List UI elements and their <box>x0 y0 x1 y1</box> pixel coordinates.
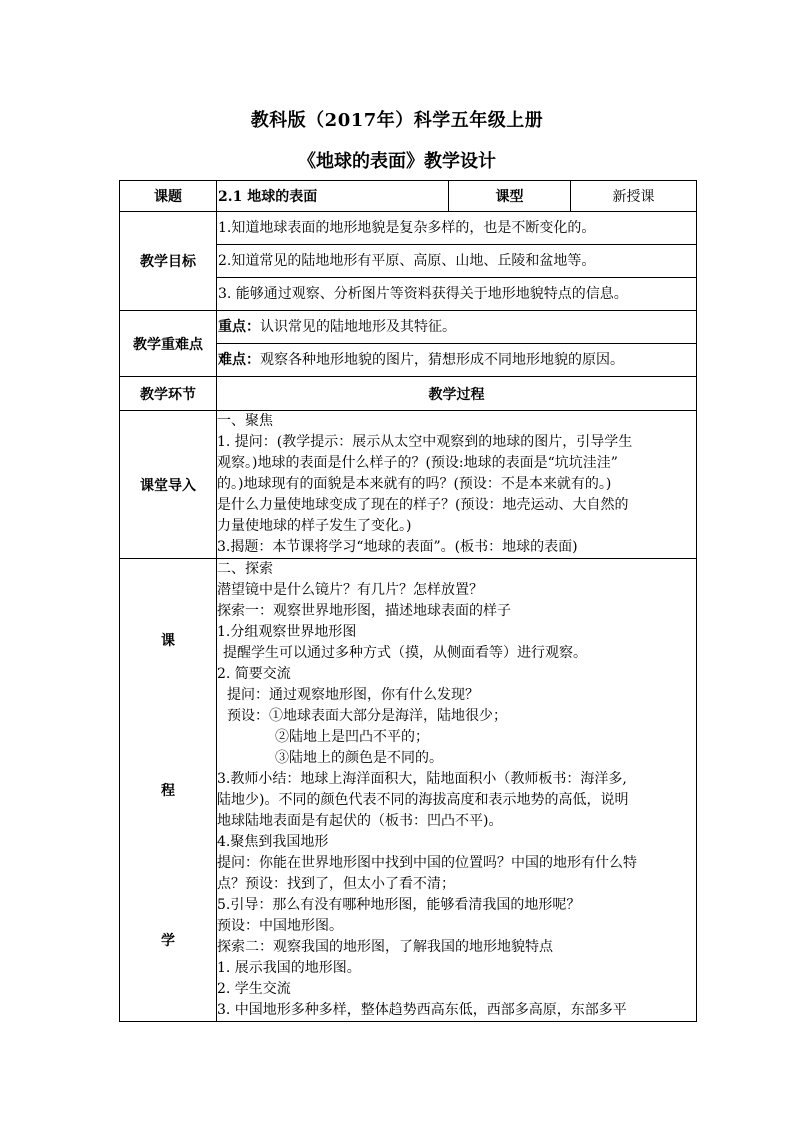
intro-line: 是什么力量使地球变成了现在的样子？(预设：地壳运动、大自然的 <box>217 497 629 513</box>
goal-item: 1.知道地球表面的地形地貌是复杂多样的，也是不断变化的。 <box>218 220 596 236</box>
intro-label: 课堂导入 <box>120 411 217 559</box>
document-title: 教科版（2017年）科学五年级上册 <box>250 110 544 131</box>
learning-line: 陆地少)。不同的颜色代表不同的海拔高度和表示地势的高低，说明 <box>217 792 629 808</box>
learning-line: 二、探索 <box>217 561 273 577</box>
topic-label: 课题 <box>120 181 217 212</box>
learning-line: 2. 简要交流 <box>217 666 291 682</box>
difficult-point-text: 观察各种地形地貌的图片，猜想形成不同地形地貌的原因。 <box>260 352 624 368</box>
key-point <box>217 311 696 343</box>
intro-line: 3.揭题：本节课将学习“地球的表面”。(板书：地球的表面) <box>217 539 578 555</box>
learning-label-char: 程 <box>161 783 175 799</box>
learning-line: 探索一：观察世界地形图，描述地球表面的样子 <box>217 603 511 619</box>
learning-line: 预设：中国地形图。 <box>217 918 343 934</box>
learning-label-char: 学 <box>161 933 175 949</box>
learning-line: ②陆地上是凹凸不平的； <box>275 729 429 745</box>
learning-line: 探索二：观察我国的地形图，了解我国的地形地貌特点 <box>217 939 553 955</box>
difficult-point-label: 难点： <box>218 352 260 368</box>
intro-line: 的。)地球现有的面貌是本来就有的吗？(预设：不是本来就有的。) <box>217 476 612 492</box>
learning-line: 提问：你能在世界地形图中找到中国的位置吗？中国的地形有什么特 <box>217 855 637 871</box>
learning-line: 5.引导：那么有没有哪种地形图，能够看清我国的地形呢？ <box>217 897 581 913</box>
learning-label <box>120 559 217 1022</box>
learning-content <box>217 559 697 1022</box>
learning-line: 提问：通过观察地形图，你有什么发现？ <box>227 687 479 703</box>
learning-line: 1. 展示我国的地形图。 <box>217 960 361 976</box>
learning-line: 2. 学生交流 <box>217 981 291 997</box>
document-subtitle: 《地球的表面》教学设计 <box>298 151 496 172</box>
intro-content <box>217 411 697 559</box>
type-label: 课型 <box>449 181 571 212</box>
learning-line: 3. 中国地形多种多样，整体趋势西高东低，西部多高原，东部多平 <box>217 1002 627 1018</box>
intro-line: 力量使地球的样子发生了变化。) <box>217 518 412 534</box>
learning-label-char: 课 <box>161 633 175 649</box>
learning-line: 3.教师小结：地球上海洋面积大，陆地面积小（教师板书：海洋多, <box>217 771 627 787</box>
goals-label: 教学目标 <box>120 212 217 311</box>
keypoints-cell <box>217 311 697 377</box>
type-value: 新授课 <box>571 181 697 212</box>
key-point-text: 认识常见的陆地地形及其特征。 <box>260 319 456 335</box>
goal-item: 2.知道常见的陆地地形有平原、高原、山地、丘陵和盆地等。 <box>217 244 696 277</box>
goal-item: 3. 能够通过观察、分析图片等资料获得关于地形地貌特点的信息。 <box>217 277 696 310</box>
difficult-point <box>217 343 696 376</box>
intro-line: 一、聚焦 <box>217 413 273 429</box>
learning-line: 1.分组观察世界地形图 <box>217 624 357 640</box>
learning-line: 点？预设：找到了，但太小了看不清； <box>217 876 455 892</box>
topic-value: 2.1 地球的表面 <box>217 181 449 212</box>
key-point-label: 重点： <box>218 319 260 335</box>
learning-line: ③陆地上的颜色是不同的。 <box>275 750 443 766</box>
learning-line: 地球陆地表面是有起伏的（板书：凹凸不平)。 <box>217 813 503 829</box>
keypoints-label: 教学重难点 <box>120 311 217 377</box>
learning-line: 预设：①地球表面大部分是海洋，陆地很少； <box>227 708 507 724</box>
lesson-plan-table <box>119 180 697 1022</box>
learning-line: 潜望镜中是什么镜片？有几片？怎样放置？ <box>217 582 483 598</box>
goals-cell <box>217 212 697 311</box>
stage-header: 教学环节 <box>120 377 217 411</box>
learning-line: 4.聚焦到我国地形 <box>217 834 329 850</box>
intro-line: 观察。)地球的表面是什么样子的？(预设:地球的表面是“坑坑洼洼” <box>217 455 618 471</box>
process-header: 教学过程 <box>217 377 697 411</box>
learning-line: 提醒学生可以通过多种方式（摸，从侧面看等）进行观察。 <box>223 645 587 661</box>
intro-line: 1. 提问：(教学提示：展示从太空中观察到的地球的图片，引导学生 <box>217 434 633 450</box>
